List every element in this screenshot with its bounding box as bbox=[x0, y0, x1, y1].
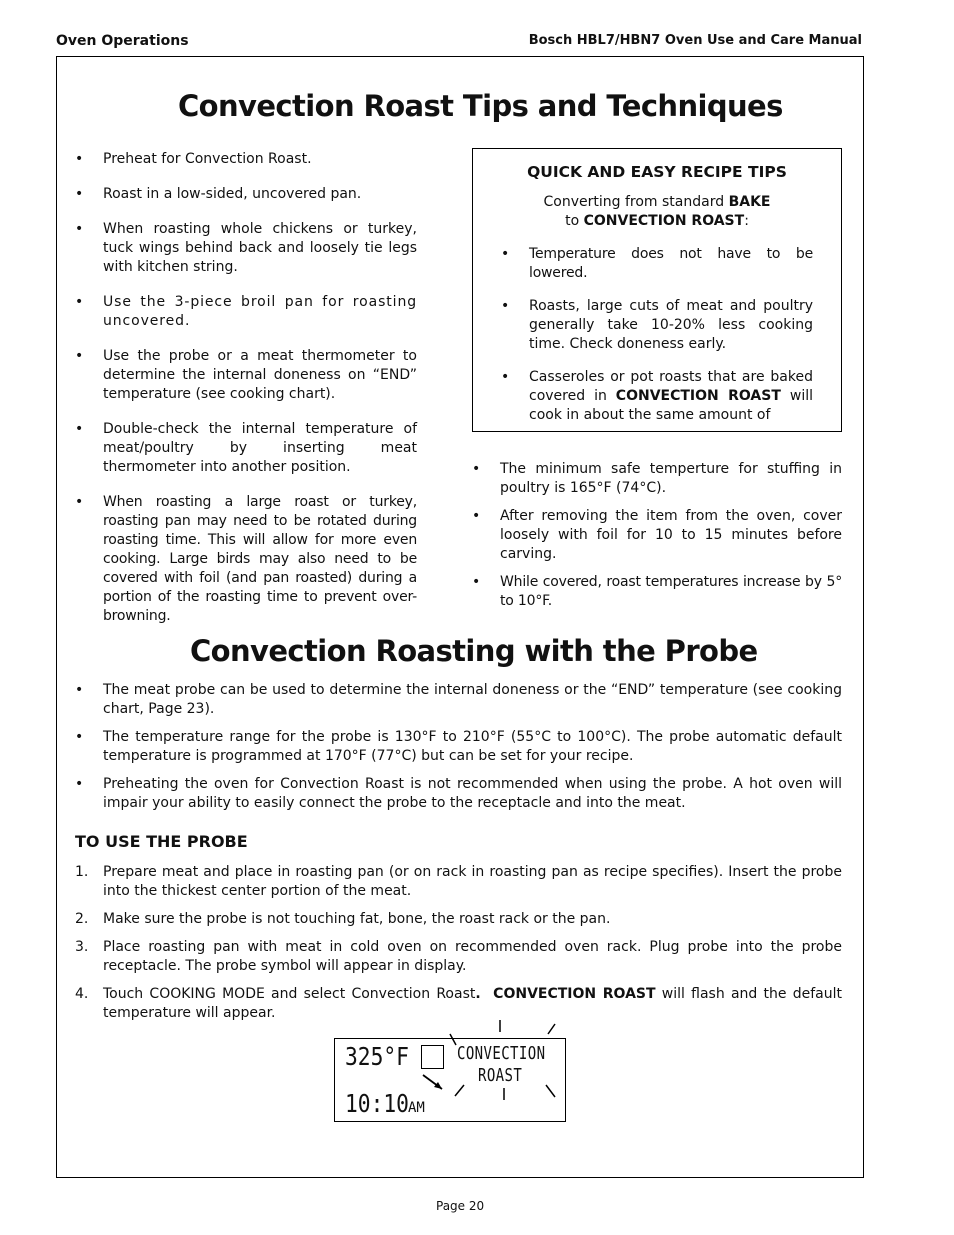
step-number: 1. bbox=[75, 864, 89, 880]
subheading: TO USE THE PROBE bbox=[75, 832, 248, 851]
list-item: • Use the 3-piece broil pan for roasting uncovered. bbox=[75, 293, 417, 331]
list-item: • Roasts, large cuts of meat and poultry generally take 10-20% less cooking time. Check doneness early. bbox=[501, 297, 813, 354]
step-text: Place roasting pan with meat in cold oven on recommended oven rack. Plug probe into the probe receptacle. The probe symbol will appear in display. bbox=[103, 939, 842, 974]
probe-steps-list bbox=[75, 863, 842, 1032]
recipe-tips-title: QUICK AND EASY RECIPE TIPS bbox=[527, 163, 787, 181]
intro-text: to bbox=[565, 213, 584, 229]
display-mode-line2: ROAST bbox=[478, 1065, 523, 1086]
list-item: • While covered, roast temperatures increase by 5° to 10°F. bbox=[472, 573, 842, 611]
page-number: Page 20 bbox=[436, 1199, 485, 1213]
manual-title: Bosch HBL7/HBN7 Oven Use and Care Manual bbox=[528, 33, 862, 48]
display-time: 10:10 bbox=[345, 1089, 409, 1118]
step-number: 3. bbox=[75, 939, 89, 955]
step-text: . bbox=[475, 986, 481, 1002]
intro-bake: BAKE bbox=[728, 194, 771, 210]
list-item: • After removing the item from the oven, cover loosely with foil for 10 to 15 minutes before carving. bbox=[472, 507, 842, 564]
recipe-tips-list bbox=[501, 245, 813, 425]
step-text: Prepare meat and place in roasting pan (or on rack in roasting pan as recipe specifies). Insert the probe into the thickest center portion of the meat. bbox=[103, 864, 842, 899]
list-item: • The minimum safe temperture for stuffing in poultry is 165°F (74°C). bbox=[472, 460, 842, 498]
list-item: • When roasting a large roast or turkey, roasting pan may need to be rotated during roasting time. This will allow for more even cooking. Large birds may also need to be covered with foil (and pan roasted) during a portion of the roasting time to prevent over-browning. bbox=[75, 493, 417, 626]
list-item bbox=[501, 368, 813, 425]
display-mode-line1: CONVECTION bbox=[457, 1043, 546, 1064]
list-item: • Preheating the oven for Convection Roast is not recommended when using the probe. A hot oven will impair your ability to easily connect the probe to the receptacle and into the meat. bbox=[75, 775, 842, 813]
step-text: will flash and the default temperature will appear. bbox=[103, 986, 842, 1021]
step-number: 4. bbox=[75, 986, 89, 1002]
list-item: • The temperature range for the probe is 130°F to 210°F (55°C to 100°C). The probe automatic default temperature is programmed at 170°F (77°C) but can be set for your recipe. bbox=[75, 728, 842, 766]
list-item: • The meat probe can be used to determine the internal doneness or the “END” temperature (see cooking chart, Page 23). bbox=[75, 681, 842, 719]
display-temperature: 325°F bbox=[345, 1042, 409, 1071]
roast-tips-list bbox=[75, 150, 417, 642]
page-title: Convection Roast Tips and Techniques bbox=[178, 89, 783, 123]
intro-convection-roast: CONVECTION ROAST bbox=[583, 213, 745, 229]
section-title: Convection Roasting with the Probe bbox=[190, 634, 758, 668]
list-item: • Use the probe or a meat thermometer to determine the internal doneness on “END” temperature (see cooking chart). bbox=[75, 347, 417, 404]
item-text: will cook in about the same amount of bbox=[529, 388, 813, 423]
oven-display-illustration bbox=[334, 1014, 566, 1122]
list-item: • Roast in a low-sided, uncovered pan. bbox=[75, 185, 417, 204]
more-tips-list bbox=[472, 460, 842, 620]
step-text: Make sure the probe is not touching fat, bone, the roast rack or the pan. bbox=[103, 911, 611, 927]
list-item: • When roasting whole chickens or turkey, tuck wings behind back and loosely tie legs with kitchen string. bbox=[75, 220, 417, 277]
probe-info-list bbox=[75, 681, 842, 822]
intro-colon: : bbox=[744, 213, 749, 229]
step-item bbox=[75, 938, 842, 976]
step-item bbox=[75, 910, 842, 929]
display-ampm: AM bbox=[408, 1100, 425, 1116]
step-item bbox=[75, 863, 842, 901]
section-header: Oven Operations bbox=[56, 33, 189, 49]
item-text: Casseroles or pot roasts that are baked covered in bbox=[529, 369, 813, 404]
step-text: Touch COOKING MODE and select Convection Roast bbox=[103, 986, 476, 1002]
recipe-tips-box bbox=[472, 148, 842, 432]
intro-text: Converting from standard bbox=[543, 194, 729, 210]
flash-rays-icon bbox=[334, 1014, 566, 1122]
list-item: • Double-check the internal temperature of meat/poultry by inserting meat thermometer into another position. bbox=[75, 420, 417, 477]
recipe-tips-intro bbox=[501, 193, 813, 231]
list-item: • Temperature does not have to be lowered. bbox=[501, 245, 813, 283]
list-item: • Preheat for Convection Roast. bbox=[75, 150, 417, 169]
step-number: 2. bbox=[75, 911, 89, 927]
item-bold: CONVECTION ROAST bbox=[615, 388, 781, 404]
step-bold: CONVECTION ROAST bbox=[493, 986, 656, 1002]
